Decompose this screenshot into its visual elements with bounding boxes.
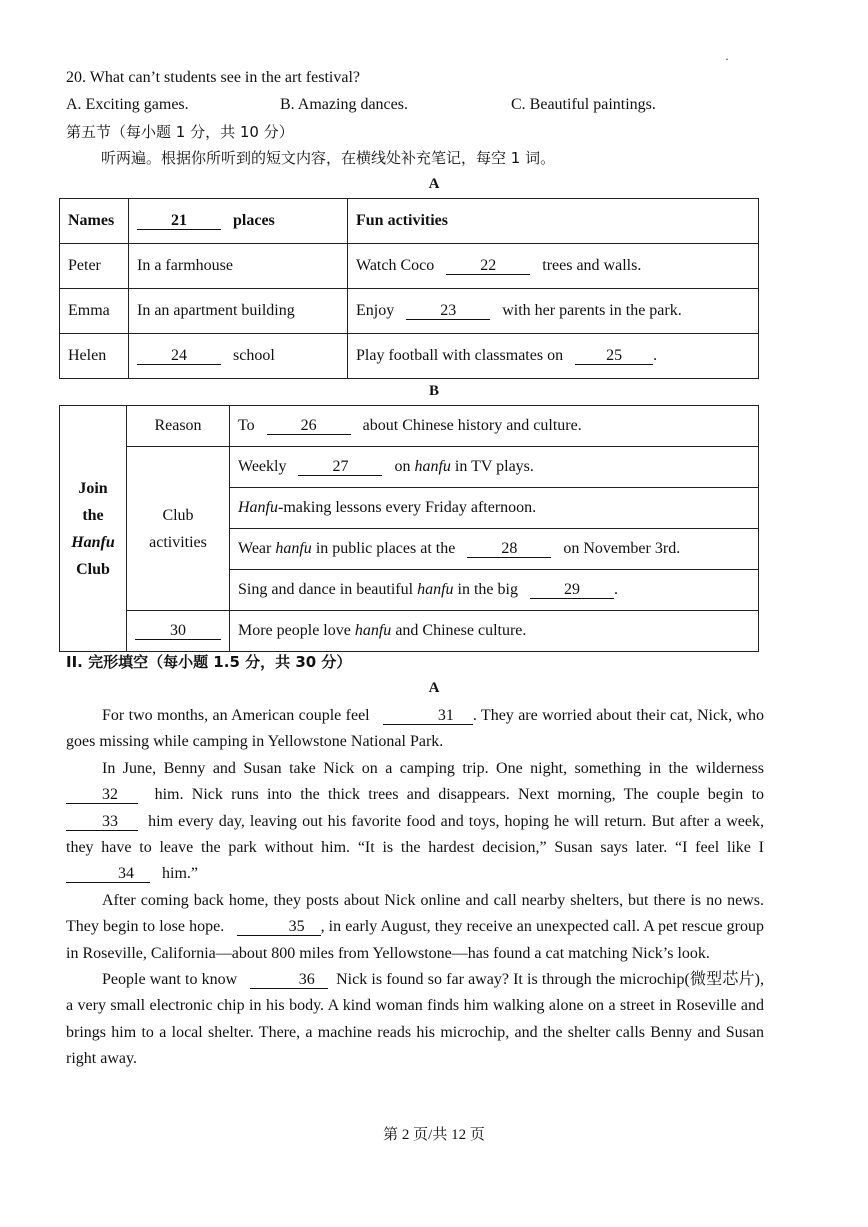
blank-29[interactable]: 29: [530, 581, 614, 599]
table-b-label: B: [428, 383, 439, 399]
option-c: C. Beautiful paintings.: [511, 96, 656, 113]
blank-30[interactable]: 30: [135, 622, 221, 640]
row-text: More people love: [238, 622, 351, 639]
activity-cell: [230, 570, 759, 611]
header-places: [129, 199, 348, 244]
blank-33[interactable]: 33: [66, 813, 138, 831]
fun-text: Watch Coco: [356, 257, 435, 274]
notes-table-b: [59, 405, 759, 652]
blank-21[interactable]: 21: [137, 212, 221, 230]
label-line: activities: [149, 533, 207, 551]
text: In June, Benny and Susan take Nick on a camping trip. One night, something in the wilderness: [102, 759, 764, 777]
place-cell: [129, 334, 348, 379]
row-text: Sing and dance in beautiful: [238, 581, 414, 598]
row-text: in TV plays.: [454, 458, 534, 475]
result-cell: [230, 611, 759, 652]
fun-text: with her parents in the park.: [502, 302, 682, 319]
paragraph: [66, 967, 764, 1073]
text: For two months, an American couple feel: [102, 707, 370, 724]
row-text: Weekly: [238, 458, 287, 475]
table-row: [60, 334, 759, 379]
row-text-italic: hanfu: [354, 622, 392, 639]
paragraph: [66, 703, 764, 756]
page-footer: 第 2 页/共 12 页: [383, 1127, 485, 1143]
club-line: the: [82, 506, 104, 524]
row-text: on: [394, 458, 411, 475]
row-text-italic: hanfu: [417, 581, 454, 598]
part-2-title: II. 完形填空（每小题 1.5 分，共 30 分）: [66, 653, 352, 671]
club-activities-label: [127, 447, 230, 611]
blank-30-cell: [127, 611, 230, 652]
row-text: .: [613, 581, 618, 598]
table-row: [60, 406, 759, 447]
name-cell: Helen: [60, 334, 129, 379]
header-places-label: places: [233, 212, 275, 229]
club-name-cell: [60, 406, 127, 652]
table-row: [60, 611, 759, 652]
row-text-italic: hanfu: [414, 458, 451, 475]
activity-cell: [230, 488, 759, 529]
blank-31[interactable]: 31: [383, 707, 473, 725]
label-line: Club: [162, 506, 194, 524]
table-row: [60, 199, 759, 244]
text: . They are worried about their cat, Nick, who goes missing while camping in Yellowstone National Park.: [66, 707, 765, 751]
blank-34[interactable]: 34: [66, 865, 150, 883]
blank-25[interactable]: 25: [575, 347, 653, 365]
activity-cell: [230, 447, 759, 488]
text: him every day, leaving out his favorite food and toys, hoping he will return. But after a week, they have to leave the park without him. “It is the hardest decision,” Susan says later. “I feel like I: [66, 812, 765, 857]
text: him. Nick runs into the thick trees and disappears. Next morning, The couple begin to: [154, 786, 765, 804]
reason-cell: [230, 406, 759, 447]
blank-23[interactable]: 23: [406, 302, 490, 320]
row-text: To: [238, 417, 255, 434]
blank-24[interactable]: 24: [137, 347, 221, 365]
text: Nick is found so far away? It is through the microchip(微型芯片), a very small electronic chip in his body. A kind woman finds him walking alone on a street in Roseville and brings him to a local shelter. There, a machine reads his microchip, and the shelter calls Benny and Susan right away.: [66, 971, 764, 1068]
blank-28[interactable]: 28: [467, 540, 551, 558]
place-cell: In an apartment building: [129, 289, 348, 334]
club-line: Join: [78, 479, 108, 497]
header-names: Names: [60, 199, 129, 244]
question-20: 20. What can’t students see in the art festival?: [66, 69, 360, 86]
fun-cell: [348, 289, 759, 334]
fun-cell: [348, 334, 759, 379]
name-cell: Emma: [60, 289, 129, 334]
notes-table-a: [59, 198, 759, 379]
table-row: [60, 447, 759, 488]
section-5-title: 第五节（每小题 1 分，共 10 分）: [66, 123, 294, 141]
name-cell: Peter: [60, 244, 129, 289]
text: him.”: [162, 865, 198, 883]
place-text: school: [233, 347, 275, 364]
table-row: [60, 289, 759, 334]
table-row: [60, 244, 759, 289]
fun-text: Play football with classmates on: [356, 347, 564, 364]
row-text: about Chinese history and culture.: [362, 417, 582, 434]
cloze-passage: [66, 703, 764, 1073]
paragraph: [66, 756, 764, 888]
activity-cell: [230, 529, 759, 570]
row-text: and Chinese culture.: [395, 622, 527, 639]
fun-text: Enjoy: [356, 302, 395, 319]
page-speck: ·: [725, 52, 729, 66]
blank-22[interactable]: 22: [446, 257, 530, 275]
option-b: B. Amazing dances.: [280, 96, 408, 113]
blank-27[interactable]: 27: [298, 458, 382, 476]
blank-35[interactable]: 35: [237, 918, 321, 936]
fun-text: .: [653, 347, 658, 364]
text: People want to know: [102, 971, 238, 989]
row-text: Wear: [238, 540, 272, 557]
row-text-italic: hanfu: [275, 540, 312, 557]
row-text: in the big: [457, 581, 518, 598]
row-text-italic: Hanfu: [238, 499, 278, 516]
row-text: on November 3rd.: [563, 540, 681, 557]
text: After coming back home, they posts about Nick online and call nearby shelters, but there is no news. They begin to lose hope.: [66, 891, 764, 936]
option-a: A. Exciting games.: [66, 96, 189, 113]
fun-text: trees and walls.: [542, 257, 642, 274]
club-line: Hanfu: [71, 533, 115, 551]
blank-26[interactable]: 26: [267, 417, 351, 435]
paragraph: [66, 888, 764, 967]
header-fun-activities: Fun activities: [348, 199, 759, 244]
place-cell: In a farmhouse: [129, 244, 348, 289]
reason-label: Reason: [127, 406, 230, 447]
blank-36[interactable]: 36: [250, 971, 328, 989]
blank-32[interactable]: 32: [66, 786, 138, 804]
row-text: -making lessons every Friday afternoon.: [278, 499, 537, 516]
text: , in early August, they receive an unexpected call. A pet rescue group in Roseville, California—about 800 miles from Yellowstone—has found a cat matching Nick’s look.: [66, 918, 765, 962]
fun-cell: [348, 244, 759, 289]
club-line: Club: [76, 560, 110, 578]
table-a-label: A: [428, 176, 440, 192]
passage-a-label: A: [428, 680, 440, 696]
section-5-instruction: 听两遍。根据你所听到的短文内容，在横线处补充笔记，每空 1 词。: [101, 149, 556, 167]
row-text: in public places at the: [315, 540, 456, 557]
